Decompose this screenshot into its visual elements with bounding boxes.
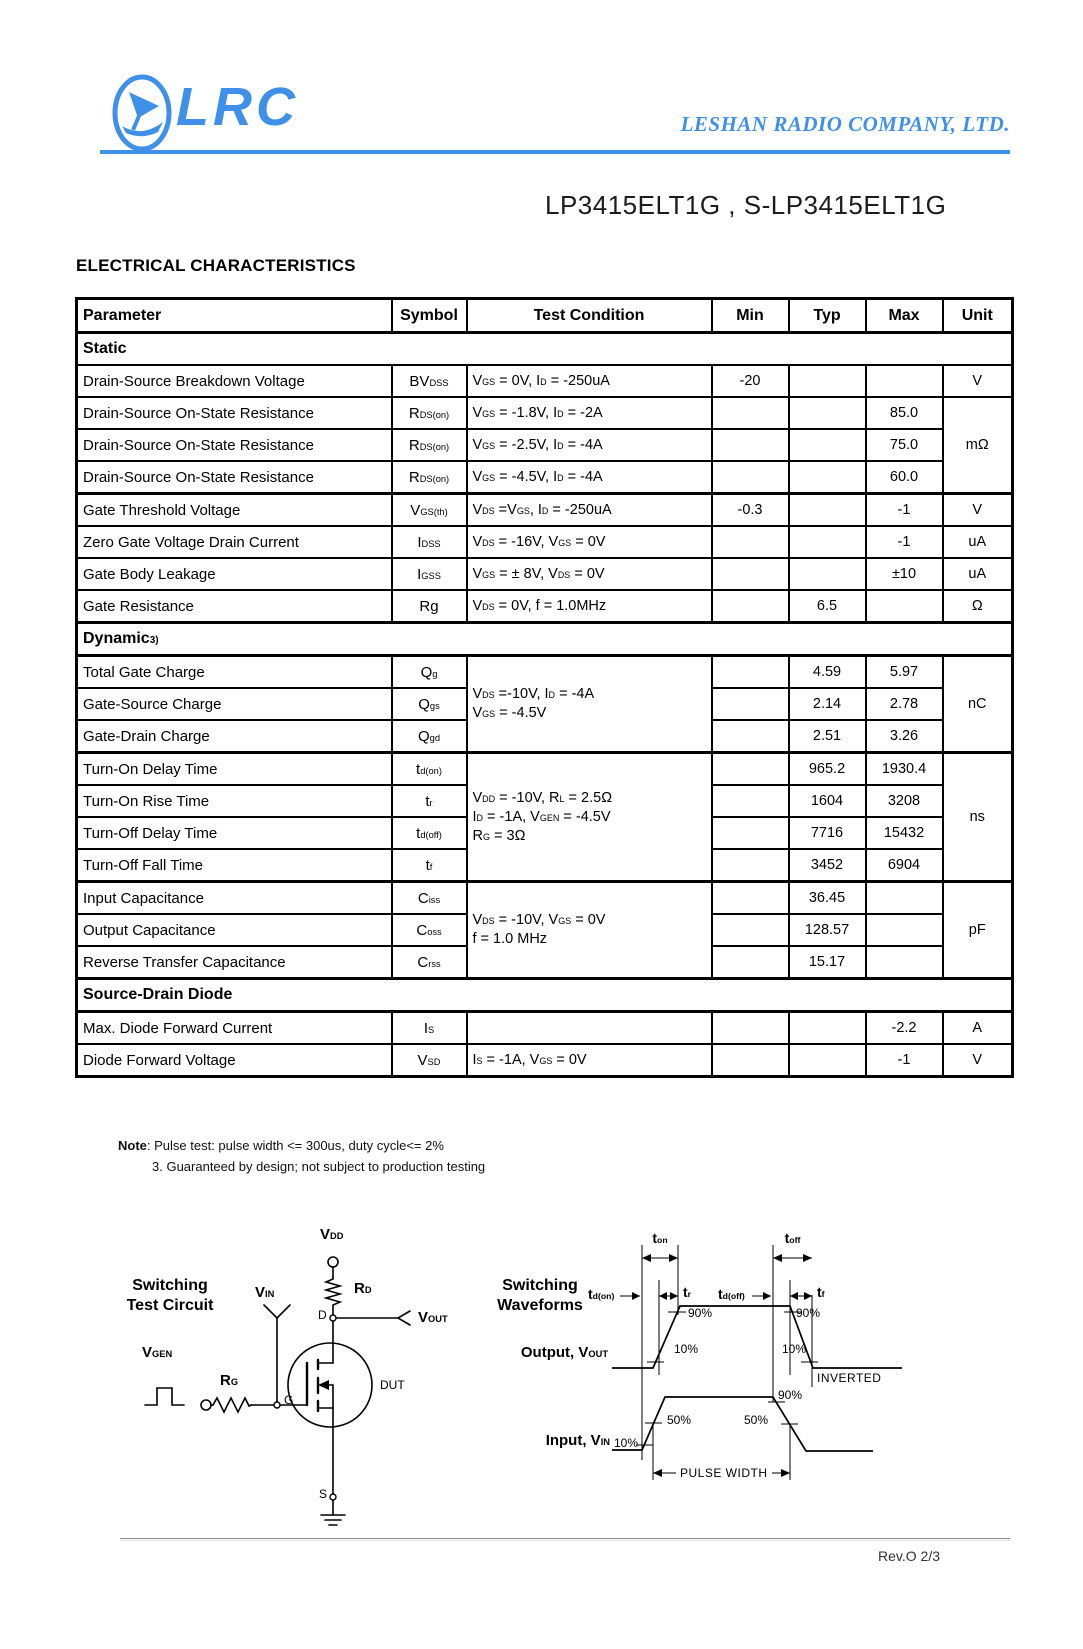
cell-unit: V [943, 1044, 1013, 1077]
table-row [77, 558, 1013, 590]
cell-symbol: $t_f$ [392, 849, 467, 882]
vout-label: $V_{OUT}$ [418, 1309, 448, 1326]
cell-min [712, 946, 789, 979]
cell-typ: 965.2 [789, 753, 866, 786]
cell-parameter: Reverse Transfer Capacitance [77, 946, 392, 979]
col-test-condition: Test Condition [467, 299, 712, 333]
cell-max: 15432 [866, 817, 943, 849]
cell-min: -20 [712, 365, 789, 397]
cell-condition: $V_{DS} =-10V$, $I_D = -4A$ $V_{GS} = -4.5V$ [467, 656, 712, 753]
input-signal-label: Input, $V_{IN}$ [545, 1432, 610, 1449]
waveform-plot [490, 1180, 1010, 1500]
cell-unit: V [943, 494, 1013, 527]
cell-parameter: Output Capacitance [77, 914, 392, 946]
cell-parameter: Gate Resistance [77, 590, 392, 623]
cell-symbol: $I_S$ [392, 1012, 467, 1045]
cell-max: 3208 [866, 785, 943, 817]
cell-symbol: $R_{DS(on)}$ [392, 429, 467, 461]
cell-parameter: Gate Threshold Voltage [77, 494, 392, 527]
col-typ: Typ [789, 299, 866, 333]
cell-typ [789, 397, 866, 429]
cell-min [712, 849, 789, 882]
col-unit: Unit [943, 299, 1013, 333]
output-fall-10-label: 10% [782, 1342, 807, 1356]
cell-parameter: Drain-Source On-State Resistance [77, 429, 392, 461]
section-row [77, 623, 1013, 656]
cell-symbol: $I_{GSS}$ [392, 558, 467, 590]
cell-min [712, 785, 789, 817]
table-row [77, 397, 1013, 429]
section-label: Static [77, 333, 1013, 366]
cell-min [712, 753, 789, 786]
cell-min [712, 590, 789, 623]
cell-max: -1 [866, 1044, 943, 1077]
cell-symbol: $V_{SD}$ [392, 1044, 467, 1077]
cell-unit: Ω [943, 590, 1013, 623]
cell-parameter: Zero Gate Voltage Drain Current [77, 526, 392, 558]
dut-label: DUT [380, 1378, 405, 1392]
table-row [77, 526, 1013, 558]
cell-parameter: Total Gate Charge [77, 656, 392, 689]
cell-min [712, 526, 789, 558]
cell-parameter: Gate Body Leakage [77, 558, 392, 590]
tr-label: $t_r$ [683, 1284, 692, 1300]
cell-symbol: $R_{DS(on)}$ [392, 397, 467, 429]
section-row [77, 979, 1013, 1012]
cell-parameter: Diode Forward Voltage [77, 1044, 392, 1077]
cell-symbol: Rg [392, 590, 467, 623]
table-row [77, 656, 1013, 689]
cell-typ: 4.59 [789, 656, 866, 689]
output-fall-90-label: 90% [796, 1306, 821, 1320]
cell-max: 1930.4 [866, 753, 943, 786]
cell-unit: nC [943, 656, 1013, 753]
cell-typ [789, 526, 866, 558]
table-row [77, 1012, 1013, 1045]
cell-max: 3.26 [866, 720, 943, 753]
cell-symbol: $Q_g$ [392, 656, 467, 689]
cell-condition: $V_{DS} = -10V$, $V_{GS} = 0V$ f = 1.0 MHz [467, 882, 712, 979]
cell-max: 5.97 [866, 656, 943, 689]
table-row [77, 365, 1013, 397]
cell-typ: 15.17 [789, 946, 866, 979]
part-number: LP3415ELT1G , S-LP3415ELT1G [545, 190, 947, 220]
tf-label: $t_f$ [817, 1284, 825, 1300]
cell-max [866, 365, 943, 397]
note-label: Note [118, 1138, 147, 1153]
td-on-label: $t_{d(on)}$ [588, 1286, 615, 1302]
cell-max: -1 [866, 494, 943, 527]
cell-symbol: $t_r$ [392, 785, 467, 817]
circuit-title: Switching Test Circuit [126, 1277, 214, 1314]
cell-unit: ns [943, 753, 1013, 882]
cell-symbol: $t_{d(off)}$ [392, 817, 467, 849]
switching-waveforms [490, 1180, 1010, 1500]
table-row [77, 590, 1013, 623]
cell-symbol: $BV_{DSS}$ [392, 365, 467, 397]
cell-typ [789, 365, 866, 397]
cell-min [712, 817, 789, 849]
cell-min [712, 688, 789, 720]
cell-parameter: Gate-Drain Charge [77, 720, 392, 753]
cell-unit: mΩ [943, 397, 1013, 494]
cell-condition: $V_{GS} = -1.8V$, $I_D = -2A$ [467, 397, 712, 429]
cell-parameter: Turn-Off Fall Time [77, 849, 392, 882]
cell-max: ±10 [866, 558, 943, 590]
note-line-2: 3. Guaranteed by design; not subject to production testing [152, 1159, 486, 1174]
cell-min [712, 914, 789, 946]
cell-parameter: Drain-Source On-State Resistance [77, 461, 392, 494]
ton-label: $t_{on}$ [652, 1230, 668, 1246]
table-header-row [77, 299, 1013, 333]
cell-max [866, 914, 943, 946]
cell-symbol: $C_{iss}$ [392, 882, 467, 915]
cell-typ [789, 1012, 866, 1045]
cell-max: -2.2 [866, 1012, 943, 1045]
cell-condition: $V_{DD} = -10V$, $R_L = 2.5\Omega$ $I_D = -1A$, $V_{GEN} = -4.5V$ $R_G = 3\Omega$ [467, 753, 712, 882]
cell-max [866, 946, 943, 979]
table-row [77, 461, 1013, 494]
cell-symbol: $t_{d(on)}$ [392, 753, 467, 786]
cell-condition [467, 1012, 712, 1045]
cell-parameter: Gate-Source Charge [77, 688, 392, 720]
cell-typ: 36.45 [789, 882, 866, 915]
pulse-width-label: PULSE WIDTH [676, 1466, 772, 1480]
cell-condition: $V_{GS} = -2.5V$, $I_D = -4A$ [467, 429, 712, 461]
col-parameter: Parameter [77, 299, 392, 333]
inverted-label: INVERTED [817, 1371, 882, 1385]
cell-unit: V [943, 365, 1013, 397]
output-rise-10-label: 10% [674, 1342, 699, 1356]
cell-typ: 6.5 [789, 590, 866, 623]
cell-typ [789, 558, 866, 590]
cell-min [712, 1044, 789, 1077]
cell-typ: 2.51 [789, 720, 866, 753]
vin-label: $V_{IN}$ [255, 1284, 275, 1301]
cell-parameter: Turn-Off Delay Time [77, 817, 392, 849]
page-title: ELECTRICAL CHARACTERISTICS [76, 256, 356, 275]
drain-pin-label: D [318, 1308, 327, 1322]
cell-symbol: $Q_{gs}$ [392, 688, 467, 720]
cell-max: -1 [866, 526, 943, 558]
cell-unit: uA [943, 558, 1013, 590]
table-row [77, 429, 1013, 461]
cell-parameter: Drain-Source Breakdown Voltage [77, 365, 392, 397]
lrc-logo-emblem [112, 74, 174, 152]
cell-typ: 2.14 [789, 688, 866, 720]
cell-min [712, 461, 789, 494]
cell-condition: $V_{DS} = 0V$, f = 1.0MHz [467, 590, 712, 623]
col-symbol: Symbol [392, 299, 467, 333]
cell-min [712, 397, 789, 429]
cell-max: 85.0 [866, 397, 943, 429]
toff-label: $t_{off}$ [784, 1230, 801, 1246]
gate-pin-label: G [284, 1393, 294, 1407]
cell-unit: A [943, 1012, 1013, 1045]
vgen-label: $V_{GEN}$ [142, 1344, 173, 1361]
note-line-1 [118, 1138, 444, 1153]
header-divider [100, 150, 1010, 154]
input-rise-10-label: 10% [614, 1436, 639, 1450]
col-max: Max [866, 299, 943, 333]
cell-min [712, 882, 789, 915]
cell-max: 6904 [866, 849, 943, 882]
company-name: LESHAN RADIO COMPANY, LTD. [680, 112, 1010, 136]
cell-condition: $V_{DS} =V_{GS}$, $I_D = -250uA$ [467, 494, 712, 527]
cell-min [712, 656, 789, 689]
cell-condition: $V_{DS} = -16V$, $V_{GS} = 0V$ [467, 526, 712, 558]
cell-typ [789, 1044, 866, 1077]
table-row [77, 1044, 1013, 1077]
cell-condition: $V_{GS} = 0V$, $I_D = -250uA$ [467, 365, 712, 397]
cell-min: -0.3 [712, 494, 789, 527]
cell-typ: 7716 [789, 817, 866, 849]
td-off-label: $t_{d(off)}$ [718, 1286, 745, 1302]
table-row [77, 494, 1013, 527]
cell-typ: 128.57 [789, 914, 866, 946]
cell-condition: $I_S = -1A$, $V_{GS} = 0V$ [467, 1044, 712, 1077]
output-rise-90-label: 90% [688, 1306, 713, 1320]
cell-typ: 1604 [789, 785, 866, 817]
circuit-schematic [100, 1210, 500, 1540]
cell-max [866, 590, 943, 623]
section-label: Dynamic$^{3)}$ [77, 623, 1013, 656]
input-rise-50-label: 50% [667, 1413, 692, 1427]
rg-label: $R_G$ [220, 1372, 239, 1389]
cell-symbol: $C_{oss}$ [392, 914, 467, 946]
cell-condition: $V_{GS}$ = ± 8V, $V_{DS} = 0V$ [467, 558, 712, 590]
cell-symbol: $Q_{gd}$ [392, 720, 467, 753]
cell-min [712, 720, 789, 753]
cell-typ [789, 461, 866, 494]
cell-symbol: $I_{DSS}$ [392, 526, 467, 558]
section-label: Source-Drain Diode [77, 979, 1013, 1012]
cell-parameter: Drain-Source On-State Resistance [77, 397, 392, 429]
input-fall-50-label: 50% [744, 1413, 769, 1427]
note-text: : Pulse test: pulse width <= 300us, duty cycle<= 2% [146, 1138, 444, 1153]
vdd-label: $V_{DD}$ [320, 1226, 344, 1243]
waveforms-title: Switching Waveforms [497, 1277, 583, 1314]
cell-symbol: $C_{rss}$ [392, 946, 467, 979]
cell-unit: pF [943, 882, 1013, 979]
cell-typ [789, 429, 866, 461]
cell-max: 2.78 [866, 688, 943, 720]
col-min: Min [712, 299, 789, 333]
cell-typ [789, 494, 866, 527]
source-pin-label: S [319, 1487, 328, 1501]
cell-parameter: Input Capacitance [77, 882, 392, 915]
table-body [77, 333, 1013, 1077]
output-signal-label: Output, $V_{OUT}$ [520, 1344, 608, 1361]
table-row [77, 753, 1013, 786]
footer-divider [120, 1538, 1010, 1541]
revision-page-number: Rev.O 2/3 [878, 1548, 940, 1564]
input-fall-90-label: 90% [778, 1388, 803, 1402]
cell-max: 60.0 [866, 461, 943, 494]
cell-symbol: $V_{GS(th)}$ [392, 494, 467, 527]
cell-max [866, 882, 943, 915]
cell-min [712, 1012, 789, 1045]
cell-parameter: Max. Diode Forward Current [77, 1012, 392, 1045]
cell-min [712, 429, 789, 461]
cell-min [712, 558, 789, 590]
cell-typ: 3452 [789, 849, 866, 882]
lrc-logo-text: LRC [176, 77, 299, 137]
characteristics-table [75, 297, 1014, 1078]
section-row [77, 333, 1013, 366]
cell-condition: $V_{GS} = -4.5V$, $I_D = -4A$ [467, 461, 712, 494]
table-row [77, 882, 1013, 915]
cell-parameter: Turn-On Rise Time [77, 785, 392, 817]
switching-test-circuit [100, 1210, 500, 1540]
cell-unit: uA [943, 526, 1013, 558]
cell-symbol: $R_{DS(on)}$ [392, 461, 467, 494]
cell-max: 75.0 [866, 429, 943, 461]
cell-parameter: Turn-On Delay Time [77, 753, 392, 786]
rd-label: $R_D$ [354, 1280, 372, 1297]
